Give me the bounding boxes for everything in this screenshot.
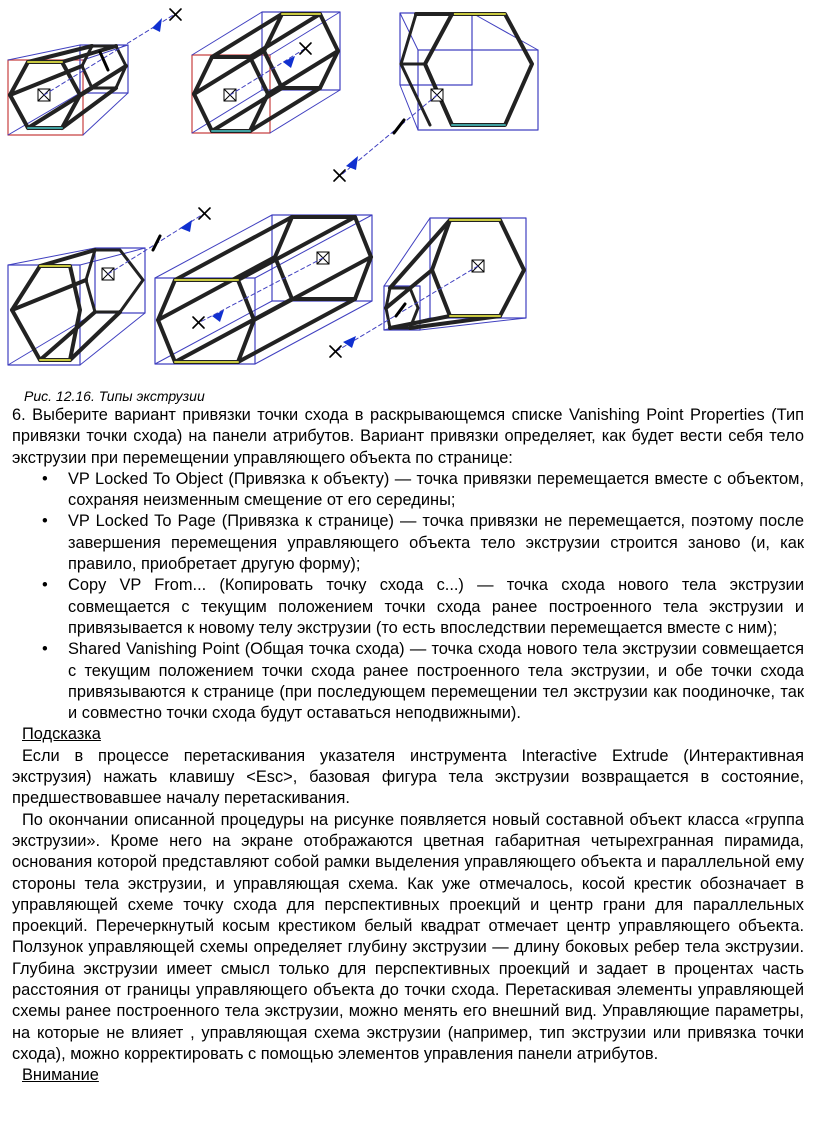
list-item (12, 511, 804, 575)
figure-d (155, 215, 372, 387)
list-item (12, 575, 804, 639)
label-e: е (449, 370, 457, 385)
list-item-text: VP Locked To Object (Привязка к объекту) — точка привязки перемещается вместе с объектом, сохраняя неизменным смещение от его середины; (68, 469, 804, 510)
label-v: в (433, 143, 441, 158)
document-body (12, 405, 804, 1087)
list-item (12, 639, 804, 724)
vanishing-point-options-list (12, 469, 804, 725)
label-b: б (228, 145, 237, 160)
hint-paragraph: Если в процессе перетаскивания указателя инструмента Interactive Extrude (Интерактивная экструзия) нажать клавишу <Esc>, базовая фигура тела экструзии возвращается в состояние, предшествовавшее началу перетаскивания. (12, 746, 804, 808)
figure-a (8, 9, 181, 160)
label-a: а (40, 145, 48, 160)
label-g: г (40, 372, 46, 387)
step-6-paragraph: 6. Выберите вариант привязки точки схода в раскрывающемся списке Vanishing Point Properties (Тип привязки точки схода) на панели атрибутов. Вариант привязки определяет, как будет вести себя тело экструзии при перемещении управляющего объекта по странице: (12, 406, 804, 467)
bullet-icon: • (42, 640, 48, 659)
label-d: д (225, 372, 234, 387)
figure-v (334, 13, 538, 181)
list-item-text: Copy VP From... (Копировать точку схода с...) — точка схода нового тела экструзии совмещается с текущим положением точки схода ранее построенного тела экструзии и привязывается к новому телу экструзии (то есть впоследствии перемещается вместе с ним); (68, 576, 804, 637)
extrusion-types-figure (0, 0, 816, 390)
list-item-text: Shared Vanishing Point (Общая точка схода) — точка схода нового тела экструзии совмещается с текущим положением точки схода ранее построенного тела экструзии, и обе точки схода привязываются к странице (при последующем перемещении тел экструзии как поодиночке, так и совместно точки схода будут оставаться неподвижными). (68, 640, 804, 723)
bullet-icon: • (42, 576, 48, 595)
hint-heading: Подсказка (22, 725, 101, 744)
warning-heading: Внимание (22, 1066, 99, 1085)
list-item-text: VP Locked To Page (Привязка к странице) — точка привязки не перемещается, поэтому после завершения перемещения управляющего объекта тело экструзии строится заново (и, как правило, приобретает другую форму); (68, 512, 804, 574)
body-paragraph: По окончании описанной процедуры на рисунке появляется новый составной объект класса «группа экструзии». Кроме него на экране отображаются цветная габаритная четырехгранная пирамида, основания которой представляют собой рамки выделения управляющего объекта и параллельной ему стороны тела экструзии, и управляющая схема. Как уже отмечалось, косой крестик обозначает в управляющей схеме точку схода для перспективных проекций и центр грани для параллельных проекций. Перечеркнутый косым крестиком белый квадрат отмечает центр управляющего объекта. Ползунок управляющей схемы определяет глубину экструзии — длину боковых ребер тела экструзии. Глубина экструзии имеет смысл только для перспективных проекций и задает в процентах часть расстояния от границы управляющего объекта до точки схода. Перетаскивая элементы управляющей схемы ранее построенного тела экструзии, можно менять его внешний вид. Управляющие параметры, на которые не влияет , управляющая схема экструзии (например, тип экструзии или привязка точки схода), можно корректировать с помощью элементов управления панели атрибутов. (12, 810, 804, 1063)
bullet-icon: • (42, 512, 48, 531)
figure-b (192, 12, 340, 160)
bullet-icon: • (42, 469, 48, 488)
list-item (12, 469, 804, 512)
figure-caption: Рис. 12.16. Типы экструзии (24, 388, 205, 404)
